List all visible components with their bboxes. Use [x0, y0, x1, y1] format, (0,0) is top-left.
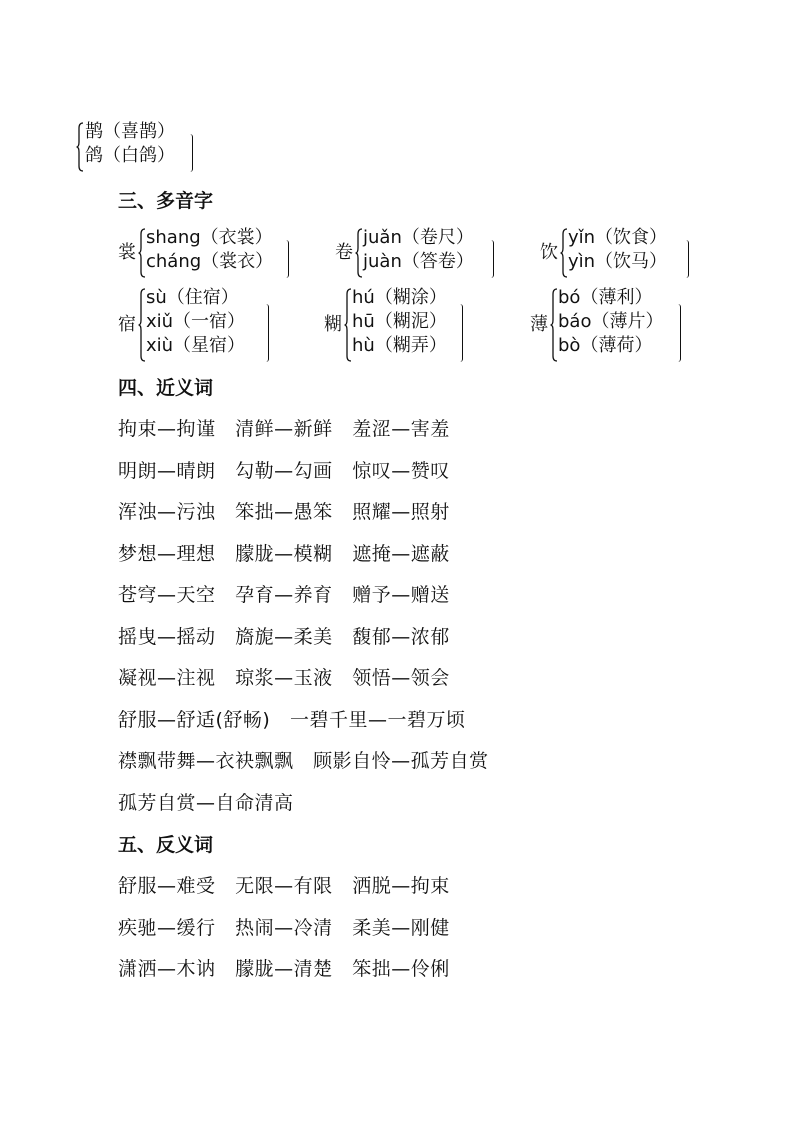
antonym-line: 疾驰—缓行 热闹—冷清 柔美—刚健 — [118, 917, 450, 939]
polyphone-char: 宿 — [118, 314, 136, 335]
reading-item: shang（衣裳） — [146, 227, 273, 248]
synonym-line: 拘束—拘谨 清鲜—新鲜 羞涩—害羞 — [118, 418, 450, 440]
top-group-item: 鹊（喜鹊） — [85, 121, 175, 142]
synonym-line: 襟飘带舞—衣袂飘飘 顾影自怜—孤芳自赏 — [118, 750, 489, 772]
right-bracket — [489, 240, 494, 278]
polyphone-group — [530, 286, 700, 364]
reading-item: sù（住宿） — [146, 287, 239, 308]
right-bracket — [284, 240, 289, 278]
left-brace-icon — [560, 228, 568, 278]
reading-item: yǐn（饮食） — [568, 227, 668, 248]
left-brace-icon — [138, 288, 146, 362]
reading-item: hū（糊泥） — [352, 311, 447, 332]
synonym-line: 浑浊—污浊 笨拙—愚笨 照耀—照射 — [118, 501, 450, 523]
left-brace-icon — [550, 288, 558, 362]
antonym-line: 舒服—难受 无限—有限 洒脱—拘束 — [118, 875, 450, 897]
reading-item: xiù（星宿） — [146, 335, 246, 356]
reading-item: hù（糊弄） — [352, 335, 447, 356]
right-bracket — [264, 304, 269, 362]
right-bracket — [188, 134, 193, 172]
reading-item: bó（薄利） — [558, 287, 653, 308]
right-bracket — [684, 240, 689, 278]
top-group-item: 鸽（白鸽） — [85, 145, 175, 166]
polyphone-char: 糊 — [324, 314, 342, 335]
polyphone-group — [118, 226, 298, 280]
left-brace-icon — [355, 228, 363, 278]
synonym-line: 梦想—理想 朦胧—模糊 遮掩—遮蔽 — [118, 543, 450, 565]
section-4-title: 四、近义词 — [118, 377, 214, 399]
reading-item: cháng（裳衣） — [146, 251, 274, 272]
polyphone-char: 裳 — [118, 242, 136, 263]
antonym-line: 潇洒—木讷 朦胧—清楚 笨拙—伶俐 — [118, 958, 450, 980]
polyphone-readings — [146, 286, 245, 358]
top-word-group — [76, 120, 206, 174]
left-brace-icon — [344, 288, 352, 362]
reading-item: hú（糊涂） — [352, 287, 447, 308]
polyphone-readings — [568, 226, 667, 274]
reading-item: yìn（饮马） — [568, 251, 668, 272]
reading-item: báo（薄片） — [558, 311, 664, 332]
synonym-line: 苍穹—天空 孕育—养育 赠予—赠送 — [118, 584, 450, 606]
synonym-line: 明朗—晴朗 勾勒—勾画 惊叹—赞叹 — [118, 460, 450, 482]
polyphone-readings — [146, 226, 273, 274]
polyphone-group — [324, 286, 494, 364]
synonym-line: 凝视—注视 琼浆—玉液 领悟—领会 — [118, 667, 450, 689]
polyphone-char: 卷 — [335, 242, 353, 263]
section-5-title: 五、反义词 — [118, 834, 214, 856]
polyphone-readings — [352, 286, 447, 358]
polyphone-char: 饮 — [540, 242, 558, 263]
polyphone-char: 薄 — [530, 314, 548, 335]
polyphone-group — [335, 226, 505, 280]
left-brace-icon — [138, 228, 146, 278]
reading-item: juǎn（卷尺） — [363, 227, 474, 248]
synonym-line: 孤芳自赏—自命清高 — [118, 792, 294, 814]
right-bracket — [458, 304, 463, 362]
top-group-items — [85, 120, 175, 168]
right-bracket — [676, 304, 681, 362]
section-3-title: 三、多音字 — [118, 190, 214, 212]
polyphone-readings — [363, 226, 474, 274]
polyphone-group — [540, 226, 700, 280]
polyphone-group — [118, 286, 288, 364]
synonym-line: 舒服—舒适(舒畅) 一碧千里—一碧万顷 — [118, 709, 466, 731]
reading-item: bò（薄荷） — [558, 335, 653, 356]
synonym-line: 摇曳—摇动 旖旎—柔美 馥郁—浓郁 — [118, 626, 450, 648]
reading-item: xiǔ（一宿） — [146, 311, 246, 332]
polyphone-readings — [558, 286, 663, 358]
left-brace-icon — [76, 122, 84, 172]
reading-item: juàn（答卷） — [363, 251, 474, 272]
